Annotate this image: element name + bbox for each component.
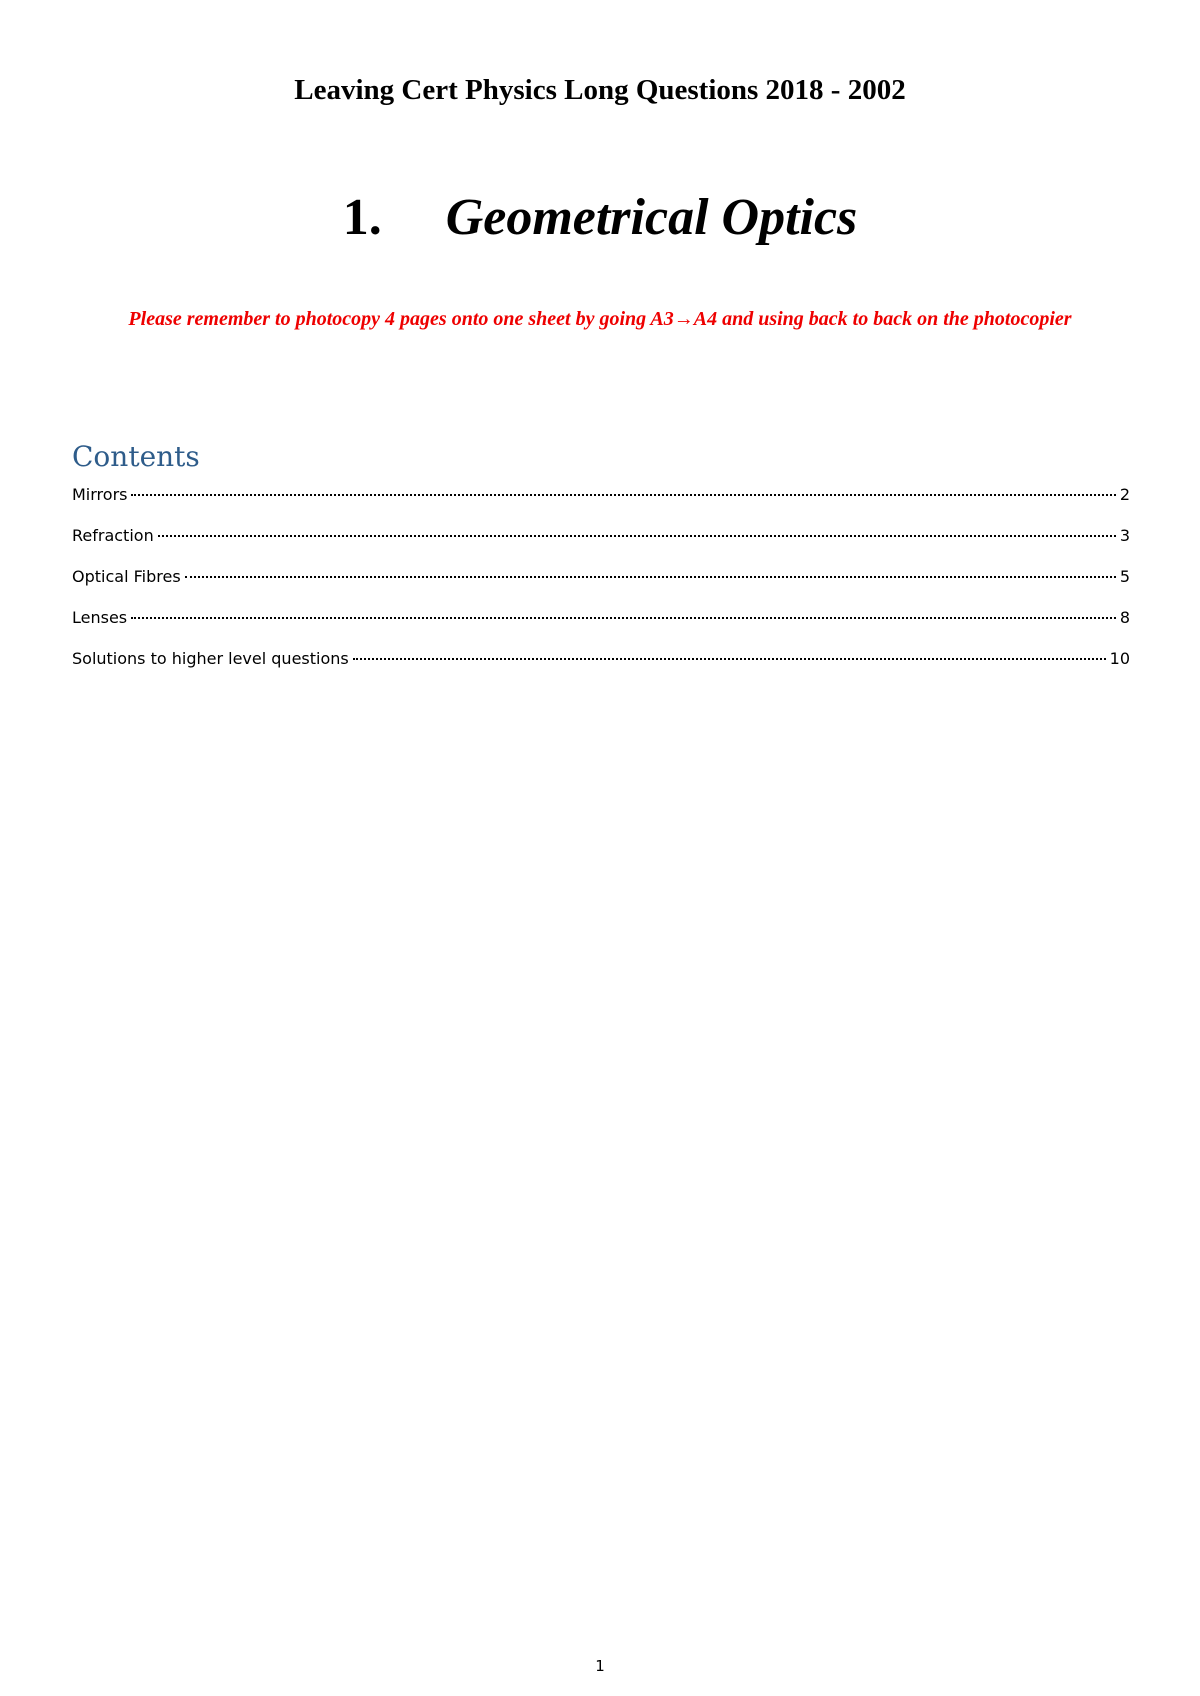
document-title: Leaving Cert Physics Long Questions 2018 - 2002 <box>294 74 906 106</box>
toc-entry-label: Refraction <box>72 526 154 545</box>
toc-entry-label: Solutions to higher level questions <box>72 649 349 668</box>
toc-entry-page: 10 <box>1109 649 1130 668</box>
toc-entry-label: Mirrors <box>72 485 128 504</box>
chapter-name: Geometrical Optics <box>445 189 858 246</box>
toc-entry-page: 3 <box>1119 526 1130 545</box>
toc-entry-mirrors[interactable] <box>72 483 1130 524</box>
toc-entry-label: Lenses <box>72 608 128 627</box>
contents-heading: Contents <box>72 440 200 473</box>
toc-dot-leader <box>353 658 1106 660</box>
toc-entry-page: 8 <box>1119 608 1130 627</box>
chapter-number: 1. <box>342 189 382 246</box>
toc-entry-optical-fibres[interactable] <box>72 565 1130 606</box>
toc-dot-leader <box>185 576 1116 578</box>
toc-entry-page: 2 <box>1119 485 1130 504</box>
photocopy-notice: Please remember to photocopy 4 pages onto one sheet by going A3→A4 and using back to back on the photocopier <box>128 308 1072 330</box>
table-of-contents <box>72 483 1130 688</box>
page-number: 1 <box>595 1657 605 1675</box>
toc-entry-refraction[interactable] <box>72 524 1130 565</box>
chapter-heading <box>0 188 1200 248</box>
toc-entry-page: 5 <box>1119 567 1130 586</box>
toc-dot-leader <box>158 535 1116 537</box>
toc-dot-leader <box>131 617 1116 619</box>
toc-entry-solutions[interactable] <box>72 647 1130 688</box>
toc-dot-leader <box>131 494 1115 496</box>
toc-entry-label: Optical Fibres <box>72 567 181 586</box>
toc-entry-lenses[interactable] <box>72 606 1130 647</box>
